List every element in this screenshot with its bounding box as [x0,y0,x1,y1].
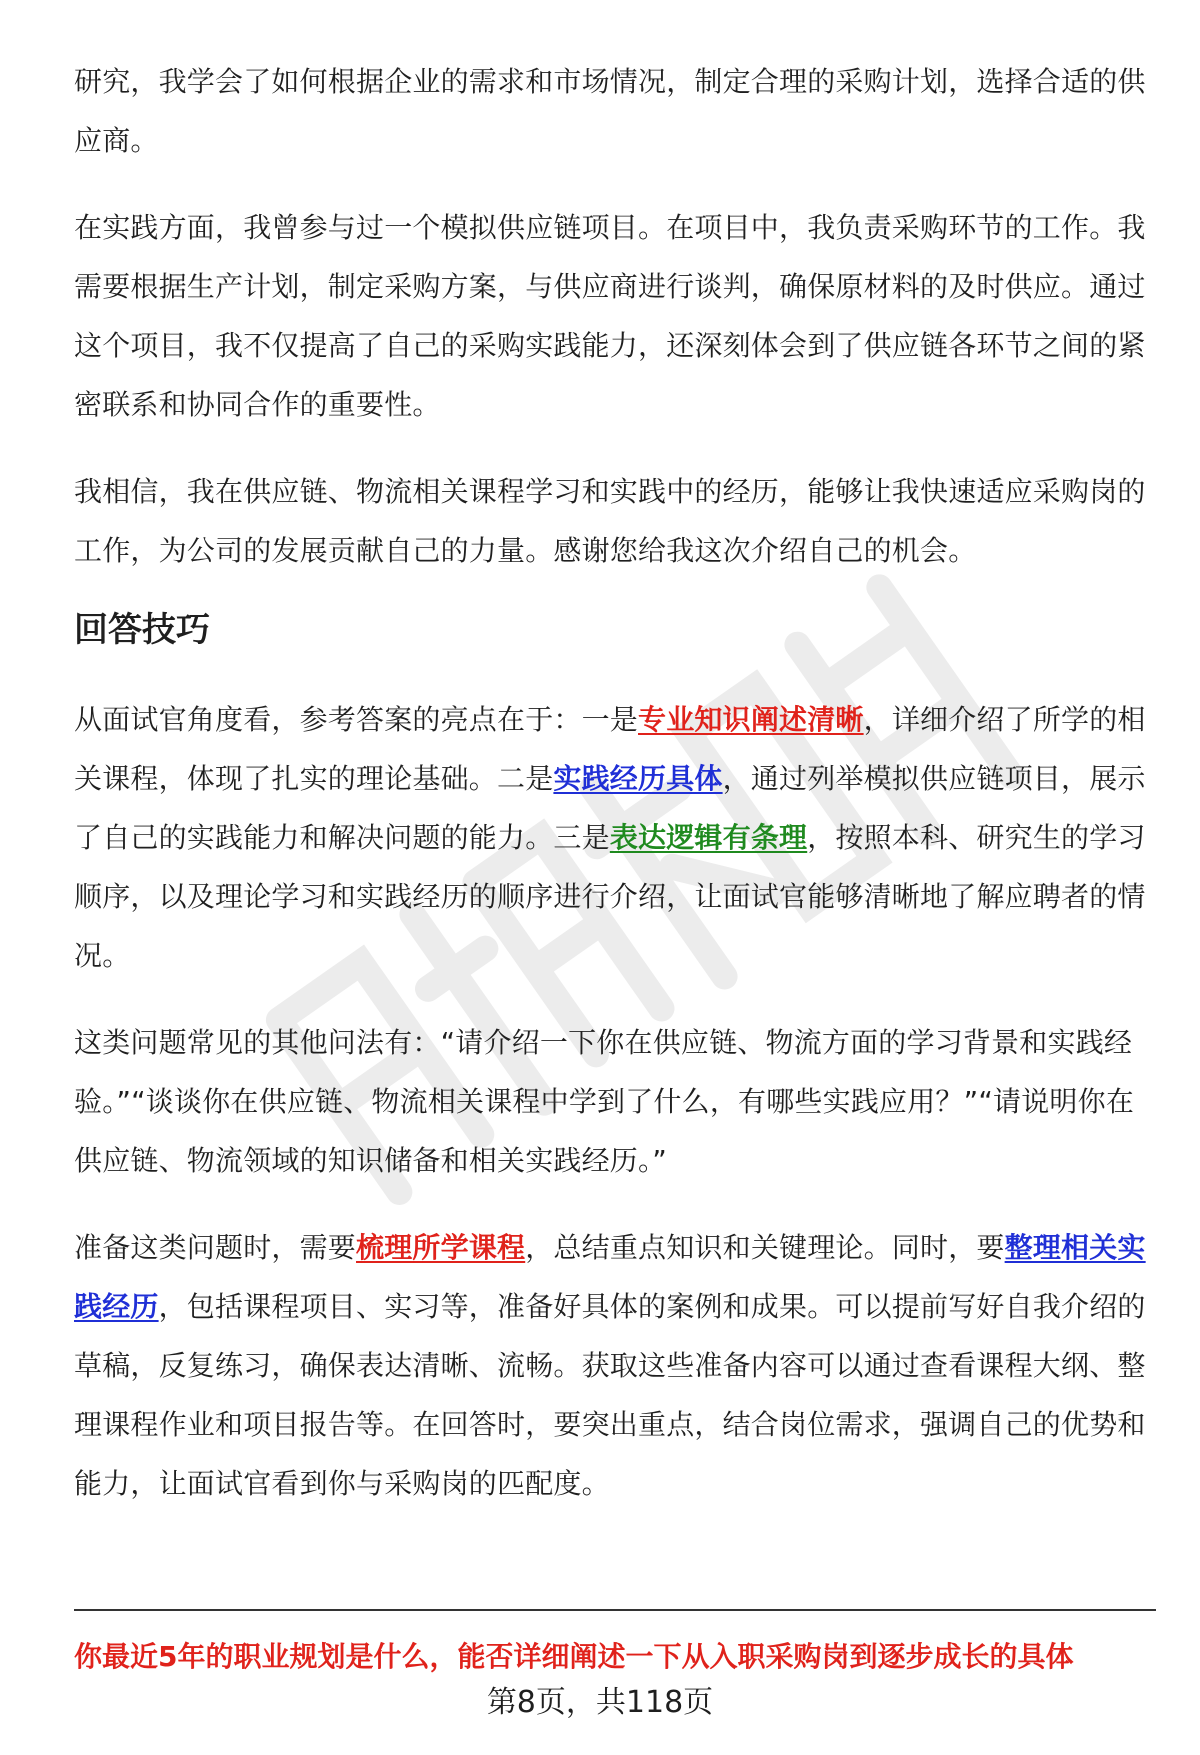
paragraph-study: 研究，我学会了如何根据企业的需求和市场情况，制定合理的采购计划，选择合适的供应商。 [74,65,1146,157]
paragraph-alternative-questions: 这类问题常见的其他问法有：“请介绍一下你在供应链、物流方面的学习背景和实践经验。”“谈谈你在供应链、物流相关课程中学到了什么，有哪些实践应用？”“请说明你在供应链、物流领域的知识储备和相关实践经历。” [74,1026,1135,1177]
text-segment: 从面试官角度看，参考答案的亮点在于：一是 [74,703,639,736]
page-number-footer: 第8页，共118页 [486,1685,714,1720]
highlight-practice-experience: 实践经历具体 [553,762,723,795]
document-body [74,52,1146,1541]
text-segment: ，包括课程项目、实习等，准备好具体的案例和成果。可以提前写好自我介绍的草稿，反复练习，确保表达清晰、流畅。获取这些准备内容可以通过查看课程大纲、整理课程作业和项目报告等。在回答时，要突出重点，结合岗位需求，强调自己的优势和能力，让面试官看到你与采购岗的匹配度。 [74,1290,1146,1500]
paragraph-highlights [74,690,1146,985]
text-segment: ，总结重点知识和关键理论。同时，要 [525,1231,1005,1264]
highlight-sort-courses: 梳理所学课程 [356,1231,526,1264]
paragraph-practice: 在实践方面，我曾参与过一个模拟供应链项目。在项目中，我负责采购环节的工作。我需要根据生产计划，制定采购方案，与供应商进行谈判，确保原材料的及时供应。通过这个项目，我不仅提高了自己的采购实践能力，还深刻体会到了供应链各环节之间的紧密联系和协同合作的重要性。 [74,211,1146,421]
highlight-organize-experience: 整理相关实践经历 [74,1231,1146,1323]
section-title-answer-tips: 回答技巧 [74,610,210,650]
text-segment: ，通过列举模拟供应链项目，展示了自己的实践能力和解决问题的能力。三是 [74,762,1146,854]
text-segment: 准备这类问题时，需要 [74,1231,357,1264]
paragraph-preparation [74,1218,1146,1513]
paragraph-conclusion: 我相信，我在供应链、物流相关课程学习和实践中的经历，能够让我快速适应采购岗的工作，为公司的发展贡献自己的力量。感谢您给我这次介绍自己的机会。 [74,475,1146,567]
highlight-logical-expression: 表达逻辑有条理 [609,821,808,854]
highlight-professional-knowledge: 专业知识阐述清晰 [638,703,864,736]
text-segment: ，按照本科、研究生的学习顺序，以及理论学习和实践经历的顺序进行介绍，让面试官能够清晰地了解应聘者的情况。 [74,821,1146,972]
section-divider [74,1609,1156,1611]
text-segment: ，详细介绍了所学的相关课程，体现了扎实的理论基础。二是 [74,703,1146,795]
next-question-title: 你最近5年的职业规划是什么，能否详细阐述一下从入职采购岗到逐步成长的具体 [74,1640,1074,1673]
